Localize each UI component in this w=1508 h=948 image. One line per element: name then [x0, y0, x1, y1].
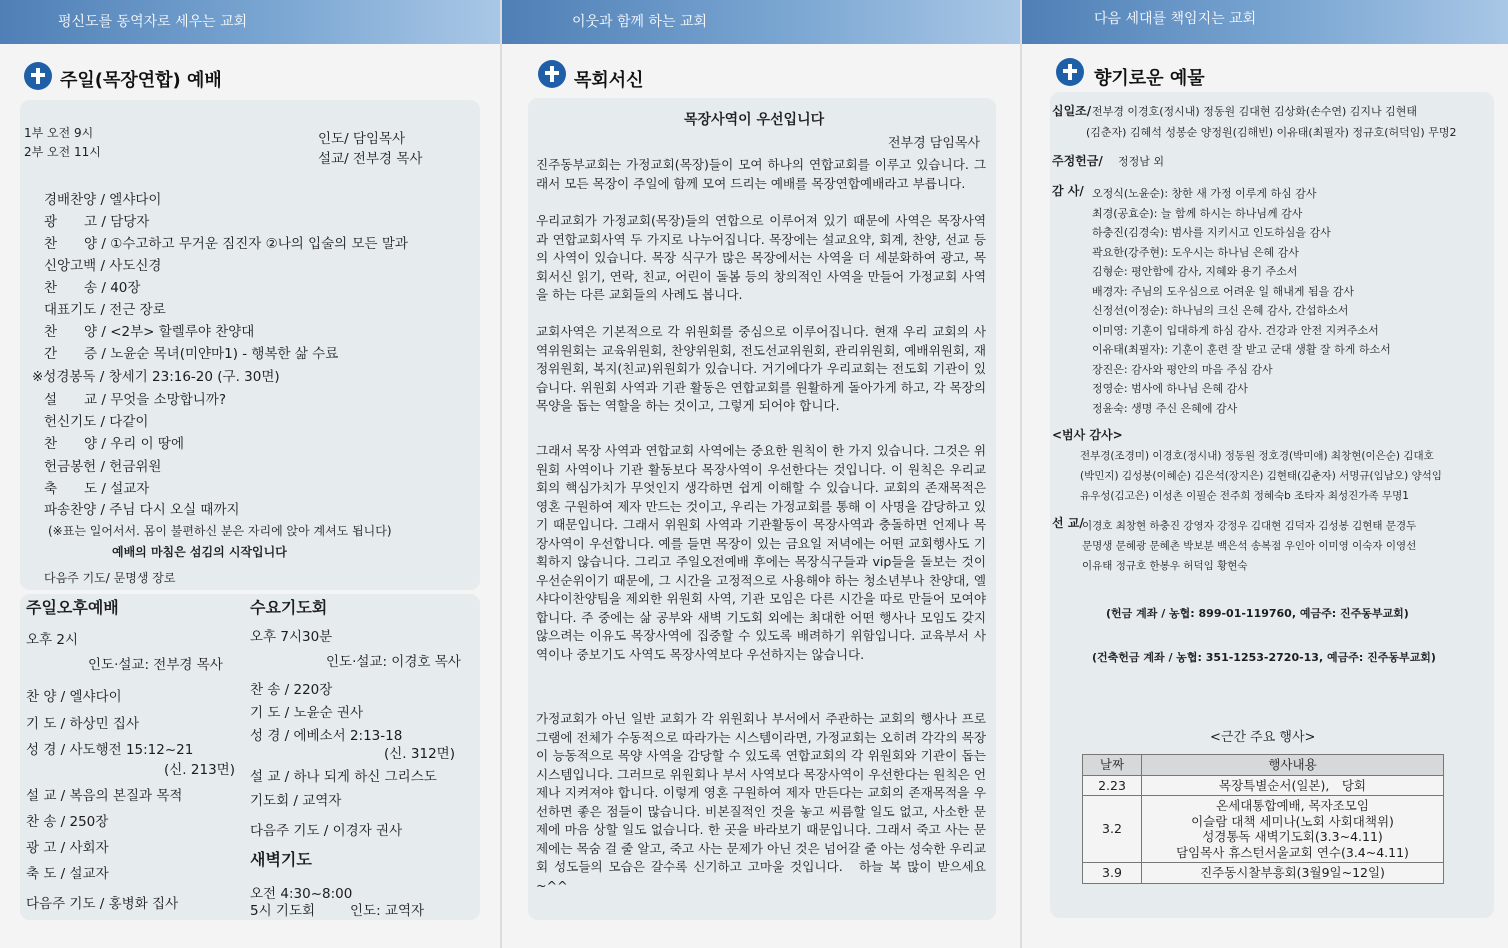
afternoon-item: 광 고 / 사회자: [26, 840, 109, 856]
order-item: 헌신기도 / 다같이: [44, 414, 149, 430]
order-item: 광 고 / 담당자: [44, 214, 150, 230]
thanks-item: 오정식(노윤순): 창한 새 가정 이루게 하심 감사: [1092, 187, 1317, 200]
dawn-title: 새벽기도: [250, 850, 312, 869]
order-item: ※성경봉독 / 창세기 23:16-20 (구. 30면): [32, 369, 280, 385]
event-date: 3.9: [1083, 863, 1142, 884]
order-item: 신앙고백 / 사도신경: [44, 258, 162, 274]
thanks-item: 장진은: 감사와 평안의 마음 주심 감사: [1092, 362, 1273, 376]
banner-middle: [502, 0, 1020, 44]
afternoon-item: (신. 213면): [164, 762, 235, 778]
event-line: 이슬람 대책 세미나(노회 사회대책위): [1191, 813, 1394, 829]
thanks-item: 정윤숙: 생명 주신 은혜에 감사: [1092, 401, 1238, 415]
event-content: 목장특별순서(일본), 당회: [1142, 775, 1444, 796]
dawn-leader: 인도: 교역자: [350, 903, 425, 919]
mission-line: 이경호 최창현 하충진 강영자 강정우 김대현 김덕자 김성봉 김현태 문경두: [1082, 520, 1417, 532]
order-item: 찬 양 / ①수고하고 무거운 짐진자 ②나의 입술의 모든 말과: [44, 236, 408, 252]
offering-panel: [1022, 0, 1508, 948]
event-content: [1142, 796, 1444, 863]
order-item: 설 교 / 무엇을 소망합니까?: [44, 392, 226, 408]
thanks-item: 최경(공효순): 늘 함께 하시는 하나님께 감사: [1092, 206, 1303, 220]
afternoon-item: 성 경 / 사도행전 15:12~21: [26, 742, 194, 758]
thanks-label: 감 사/: [1052, 184, 1084, 198]
event-content: 진주동시찰부흥회(3월9일~12일): [1142, 863, 1444, 884]
cross-icon: [1056, 58, 1084, 86]
cross-icon: [538, 60, 566, 88]
offering-account: (헌금 계좌 / 농협: 899-01-119760, 예금주: 진주동부교회): [1106, 607, 1409, 620]
thanks-item: 하충진(김경숙): 범사를 지키시고 인도하심을 감사: [1092, 226, 1331, 239]
order-item: 파송찬양 / 주님 다시 오실 때까지: [44, 502, 240, 518]
general-line: 유우성(김고은) 이성촌 이필순 전주희 정혜숙b 조타자 최성진가족 무명1: [1080, 490, 1409, 502]
offering-section-title: 향기로운 예물: [1094, 68, 1205, 89]
letter-author: 전부경 담임목사: [888, 136, 981, 151]
letter-panel: [502, 0, 1020, 948]
wednesday-item: 설 교 / 하나 되게 하신 그리스도: [250, 769, 437, 785]
letter-section-title: 목회서신: [574, 70, 644, 91]
thanks-item: 신정선(이정순): 하나님의 크신 은혜 감사, 간섭하소서: [1092, 304, 1349, 317]
order-item: 찬 양 / <2부> 할렐루야 찬양대: [44, 324, 255, 340]
next-prayer: 다음주 기도/ 문명생 장로: [44, 571, 176, 585]
mission-list: [1082, 516, 1416, 576]
afternoon-item: 기 도 / 하상민 집사: [26, 716, 140, 732]
events-header-date: 날짜: [1083, 755, 1142, 776]
wednesday-time: 오후 7시30분: [250, 629, 333, 645]
table-row: [1083, 775, 1444, 796]
events-table: [1082, 754, 1444, 884]
worship-note: (※표는 일어서서. 몸이 불편하신 분은 자리에 앉아 계셔도 됩니다): [48, 524, 392, 538]
banner-middle-text: 이웃과 함께 하는 교회: [572, 14, 708, 30]
events-header-content: 행사내용: [1142, 755, 1444, 776]
letter-paragraph: 우리교회가 가정교회(목장)들의 연합으로 이루어져 있기 때문에 사역은 목장사역과 연합교회사역 두 가지로 나누어집니다. 목장에는 설교요약, 회계, 찬양, 선교 등의 사역이 있습니다. 목장 식구가 많은 목장에서는 사역을 더 세분화하여 광고, 목회서신 읽기, 연락, 친교, 어린이 돌봄 등의 창의적인 사역을 만들어 가정교회 사역을 하는 다른 교회들의 사례도 봅니다.: [536, 213, 986, 302]
leader-line: 인도/ 담임목사: [318, 131, 406, 147]
event-line: 온세대통합예배, 목자조모임: [1216, 798, 1369, 813]
table-row: [1083, 796, 1444, 863]
order-item: 헌금봉헌 / 헌금위원: [44, 459, 162, 475]
table-row: [1083, 863, 1444, 884]
weekly-label: 주정헌금/: [1052, 154, 1103, 168]
wednesday-item: 기 도 / 노윤순 권사: [250, 705, 364, 721]
thanks-item: 이유태(최필자): 기훈이 훈련 잘 받고 군대 생활 잘 하게 하소서: [1092, 343, 1391, 356]
wednesday-item: 성 경 / 에베소서 2:13-18: [250, 728, 403, 744]
thanks-item: 곽요한(강주현): 도우시는 하나님 은혜 감사: [1092, 245, 1299, 259]
weekly-names: 정정남 외: [1118, 155, 1165, 168]
closing-line: 예배의 마침은 섬김의 시작입니다: [112, 545, 287, 559]
building-account: (건축헌금 계좌 / 농협: 351-1253-2720-13, 예금주: 진주동부교회): [1092, 651, 1436, 664]
order-item: 간 증 / 노윤순 목녀(미얀마1) - 행복한 삶 수료: [44, 346, 339, 362]
general-line: 전부경(조경미) 이경호(정시내) 정동원 정호경(박미애) 최창현(이은순) 김대호: [1080, 450, 1434, 462]
wednesday-item: 찬 송 / 220장: [250, 682, 333, 698]
afternoon-item: 찬 양 / 엘샤다이: [26, 689, 122, 705]
banner-left-text: 평신도를 동역자로 세우는 교회: [58, 14, 248, 30]
preacher-line: 설교/ 전부경 목사: [318, 151, 423, 167]
general-list: [1080, 446, 1442, 506]
worship-title: 주일(목장연합) 예배: [60, 70, 222, 91]
service-time-2: 2부 오전 11시: [24, 145, 101, 159]
event-date: 3.2: [1083, 796, 1142, 863]
letter-paragraph: 교회사역은 기본적으로 각 위원회를 중심으로 이루어집니다. 현재 우리 교회의 사역위원회는 교육위원회, 찬양위원회, 전도선교위원회, 관리위원회, 예배위원회, 재정위원회, 복지(친교)위원회가 있습니다. 거기에다가 우리교회는 전도회 기관이 있습니다. 위원회 사역과 기관 활동은 연합교회를 원활하게 돌아가게 하고, 각 목장의 목양을 돕는 역할을 하는 것이고, 그렇게 되어야 합니다.: [536, 324, 986, 413]
wednesday-item: 다음주 기도 / 이경자 권사: [250, 823, 403, 839]
thanks-item: 정영순: 범사에 하나님 은혜 감사: [1092, 382, 1248, 395]
letter-paragraph: 진주동부교회는 가정교회(목장)들이 모여 하나의 연합교회를 이루고 있습니다. 그래서 모든 목장이 주일에 함께 모여 드리는 예배를 목장연합예배라고 부릅니다.: [536, 157, 986, 191]
letter-title: 목장사역이 우선입니다: [684, 112, 825, 128]
wednesday-title: 수요기도회: [250, 598, 328, 617]
wednesday-item: (신. 312면): [384, 746, 455, 762]
event-line: 담임목사 휴스턴서울교회 연수(3.4~4.11): [1176, 844, 1409, 860]
service-time-1: 1부 오전 9시: [24, 126, 94, 140]
banner-right-text: 다음 세대를 책임지는 교회: [1094, 11, 1257, 27]
general-line: (박민지) 김성봉(이혜순) 김은석(장지은) 김현태(김춘자) 서명규(임남오) 양석임: [1080, 470, 1442, 482]
thanks-list: [1092, 184, 1472, 418]
wednesday-item: 기도회 / 교역자: [250, 793, 342, 809]
mission-line: 문명생 문혜광 문혜촌 박보분 백은석 송복점 우인아 이미영 이숙자 이영선: [1082, 540, 1417, 552]
mission-label: 선 교/: [1052, 516, 1084, 530]
afternoon-item: 설 교 / 복음의 본질과 목적: [26, 788, 183, 804]
order-item: 경배찬양 / 엘샤다이: [44, 192, 162, 208]
event-line: 성경통독 새벽기도회(3.3~4.11): [1202, 829, 1383, 844]
dawn-time: 오전 4:30~8:00: [250, 886, 353, 902]
afternoon-time: 오후 2시: [26, 632, 79, 648]
thanks-item: 김형순: 평안함에 감사, 지혜와 용기 주소서: [1092, 265, 1298, 278]
event-date: 2.23: [1083, 775, 1142, 796]
afternoon-item: 축 도 / 설교자: [26, 866, 109, 882]
afternoon-item: 다음주 기도 / 홍병화 집사: [26, 896, 179, 912]
wednesday-leader: 인도·설교: 이경호 목사: [326, 654, 461, 670]
letter-paragraph: 가정교회가 아닌 일반 교회가 각 위원회나 부서에서 주관하는 교회의 행사나 프로그램에 전체가 수동적으로 따라가는 시스템이라면, 가정교회는 오히려 각각의 목장이 능동적으로 목양 사역을 감당할 수 있도록 연합교회의 각 위원회와 기관이 돕는 시스템입니다. 그러므로 위원회나 부서 사역보다 목장사역이 우선한다는 원칙은 언제나 지켜져야 합니다. 이렇게 영혼 구원하여 제자 만든다는 교회의 존재목적을 우선하면 좋은 점들이 많습니다. 비본질적인 것을 놓고 씨름할 일도 없고, 사소한 문제에 마음 상할 일도 없습니다. 한 곳을 바라보기 때문입니다. 그래서 죽고 사는 문제에는 목숨 걸 줄 알고, 죽고 사는 문제가 아닌 것은 넘어갈 줄 아는 성숙한 우리교회 성도들의 모습은 갈수록 신기하고 고마울 것입니다. 하늘 복 많이 받으세요~^^: [536, 711, 986, 893]
thanks-item: 이미영: 기훈이 입대하게 하심 감사. 건강과 안전 지켜주소서: [1092, 323, 1379, 337]
dawn-prayer: 5시 기도회: [250, 903, 316, 919]
afternoon-leader: 인도·설교: 전부경 목사: [88, 657, 223, 673]
order-item: 찬 송 / 40장: [44, 280, 141, 296]
order-item: 찬 양 / 우리 이 땅에: [44, 436, 185, 452]
worship-panel: [0, 0, 500, 948]
tithe-names: (김춘자) 김혜석 성봉순 양정원(김해빈) 이유태(최필자) 정규호(허덕임) 무명2: [1086, 126, 1457, 139]
events-header-row: [1083, 755, 1444, 776]
general-label: <범사 감사>: [1052, 428, 1123, 442]
afternoon-title: 주일오후예배: [26, 598, 119, 617]
afternoon-item: 찬 송 / 250장: [26, 814, 109, 830]
events-title: <근간 주요 행사>: [1210, 730, 1316, 745]
thanks-item: 배경자: 주님의 도우심으로 어려운 일 해내게 됨을 감사: [1092, 284, 1354, 298]
banner-right: [1022, 0, 1508, 44]
banner-left: [0, 0, 500, 44]
tithe-label: 십일조/: [1052, 104, 1092, 118]
cross-icon: [24, 62, 52, 90]
tithe-names: 전부경 이경호(정시내) 정동원 김대현 김상화(손수연) 김지나 김현태: [1092, 105, 1418, 118]
order-item: 축 도 / 설교자: [44, 481, 150, 497]
mission-line: 이유태 정규호 한봉우 허덕임 황현숙: [1082, 560, 1248, 572]
letter-paragraph: 그래서 목장 사역과 연합교회 사역에는 중요한 원칙이 한 가지 있습니다. 그것은 위원회 사역이나 기관 활동보다 목장사역이 우선한다는 것입니다. 이 원칙은 우리교회의 핵심가치가 무엇인지 생각하면 쉽게 이해할 수 있습니다. 교회의 존재목적은 영혼 구원하여 제자 만드는 것이고, 우리는 가정교회를 통해 이 사명을 감당하고 있기 때문입니다. 그래서 위원회 사역과 기관활동이 목장사역과 충돌하면 언제나 목장사역이 우선합니다. 예를 들면 목장이 있는 금요일 저녁에는 어떤 교회행사도 기획하지 않습니다. 그리고 주일오전예배 후에는 목장식구들과 vip들을 돌보는 것이 우선순위이기 때문에, 그 시간을 고정적으로 사용해야 하는 청소년부나 찬양대, 엘샤다이찬양팀을 제외한 위원회 사역, 기관 모임은 다른 시간을 따로 만들어 모여야 합니다. 주 중에는 삶 공부와 새벽 기도회 외에는 최대한 어떤 행사나 모임도 갖지 않으려는 이유도 목장사역에 집중할 수 있도록 배려하기 위함입니다. 교육부서 사역이나 중보기도 사역도 목장사역보다 우선하지는 않습니다.: [536, 443, 986, 662]
order-item: 대표기도 / 전근 장로: [44, 302, 166, 318]
